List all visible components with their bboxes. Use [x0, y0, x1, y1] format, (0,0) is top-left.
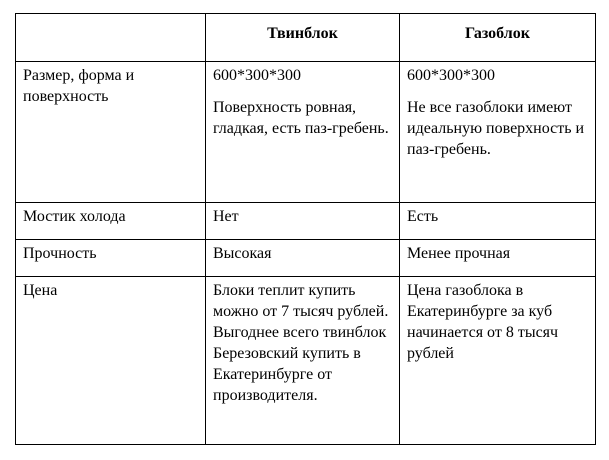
header-empty-cell: [16, 14, 206, 62]
gasblock-size-value: 600*300*300: [407, 67, 495, 84]
twinblock-size-cell: [206, 62, 400, 203]
header-twinblock: Твинблок: [206, 14, 400, 62]
row-label-strength: Прочность: [16, 240, 206, 277]
table-row-price: [16, 277, 596, 445]
twinblock-cold-bridge: Нет: [206, 203, 400, 240]
header-gasblock: Газоблок: [400, 14, 596, 62]
twinblock-price: Блоки теплит купить можно от 7 тысяч рублей. Выгоднее всего твинблок Березовский купить в Екатеринбурге от производителя.: [206, 277, 400, 445]
table-row-size: [16, 62, 596, 203]
twinblock-size-value: 600*300*300: [213, 67, 301, 84]
gasblock-size-cell: [400, 62, 596, 203]
comparison-table: [15, 13, 596, 445]
table-row-strength: [16, 240, 596, 277]
gasblock-price: Цена газоблока в Екатеринбурге за куб начинается от 8 тысяч рублей: [400, 277, 596, 445]
gasblock-cold-bridge: Есть: [400, 203, 596, 240]
row-label-price: Цена: [16, 277, 206, 445]
twinblock-surface-note: Поверхность ровная, гладкая, есть паз-гребень.: [213, 99, 389, 137]
row-label-size: Размер, форма и поверхность: [16, 62, 206, 203]
gasblock-surface-note: Не все газоблоки имеют идеальную поверхность и паз-гребень.: [407, 99, 585, 158]
header-row: [16, 14, 596, 62]
table-row-cold-bridge: [16, 203, 596, 240]
row-label-cold-bridge: Мостик холода: [16, 203, 206, 240]
gasblock-strength: Менее прочная: [400, 240, 596, 277]
twinblock-strength: Высокая: [206, 240, 400, 277]
